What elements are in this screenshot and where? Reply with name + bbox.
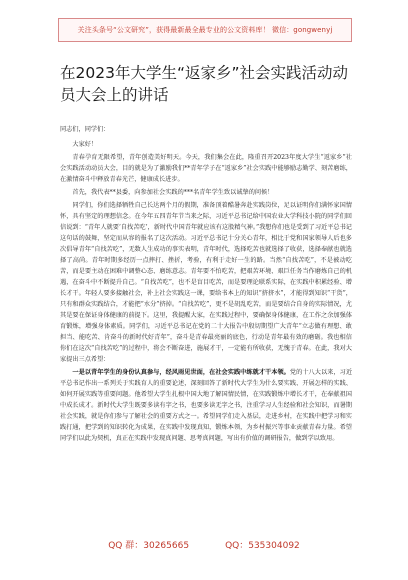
point-one-lead: 一是以青年学生的身份认真参与，经风雨见世面，在社会实践中练就才干本领。 xyxy=(72,369,290,376)
qq-group: QQ 群：30265665 xyxy=(108,541,190,551)
paragraph: 首先，我代表**县委，向参加社会实践的***名青年学生致以诚挚的问候！ xyxy=(72,189,274,196)
paragraph: 青春孕育无限希望，青年创造美好明天。今天，我们集会在此，隆重召开2023年度大学生“返家乡”社会实践活动动员大会，目的就是为了激励我们**青年学子在“返家乡”社会实践中能够励志勤学、刻苦磨练，在激情奋斗中释放青春光芒，健康成长进步。 xyxy=(60,154,352,183)
salutation: 同志们，同学们： xyxy=(60,126,110,133)
promo-banner-text: 关注头条号“公文研究”，获得最新最全最专业的公文资料库！ 微信：gongwenyj xyxy=(77,26,333,34)
point-one-paragraph xyxy=(60,367,352,444)
qq-contact: QQ：535304092 xyxy=(225,541,300,551)
promo-banner xyxy=(58,18,352,42)
point-one-body: 党的十八大以来，习近平总书记作出一系列关于实践育人的重要论述，深刻回答了新时代大学生为什么要实践、开展怎样的实践、如何开展实践等重要问题。他希望大学生扎根中国大地了解国情民情，在实践锻炼中增长才干，在奉献祖国中成长成才。新时代大学生既要多读有字之书，也要多读无字之书，注重学习人生经验和社会知识，而暑期社会实践，就是你们参与了解社会的重要方式之一。希望同学们走入基层，走进乡村，在实践中把学习和实践打通，把学到的知识转化为成果，在实践中发现真知，锻炼本领，为乡村振兴等事业贡献青春力量。希望同学们以此为契机，真正在实践中发现真问题、思考真问题，写出有价值的调研报告，做到学以致用。 xyxy=(60,369,352,442)
document-body xyxy=(60,124,352,534)
document-title: 在2023年大学生“返家乡”社会实践活动动员大会上的讲话 xyxy=(60,64,349,104)
paragraph: 同学们，你们选择牺牲自己长达两个月的假期，准备顶着酷暑奔赴实践岗位，足以证明你们满怀家国情怀，具有坚定的理想信念。在今年五四青年节当来之际，习近平总书记给中国农业大学科技小院的同学们回信说到：“青年人就要‘自找苦吃’，新时代中国青年就应该有这股精气神。”我想你们也是受到了习近平总书记这句话的鼓舞，坚定而从容的报名了这次活动。习近平总书记十分关心青年，相比于党和国家领导人后也多次倡导青年“自找苦吃”，无数人生成功的事实表明，青年时代，选择吃苦也就选择了收获，选择奉献也就选择了高尚。青年时期多经历一点摔打、挫折，考验，有利于走好一生的路。当然“自找苦吃”，不是被动吃苦，而是要主动在困难中调整心态、磨练意志。青年要不怕吃苦，把艰苦环境、艰巨任务当作磨炼自己的机遇，在奋斗中不断提升自己。“自找苦吃”，也不是盲目吃苦，而是要理论联系实际，在实践中积累经验、增长才干。年轻人要多接触社会，补上社会实践这一课，要给书本上的知识“挤挤水”，才能得到知识“干货”，只有和群众实践结合，才能把“水分”挤掉。“自找苦吃”，更不是胡乱吃苦，而是要结合自身的实际情况，尤其是要在保证身体健康的前提下。这里，我提醒大家，在实践过程中，要确保身体健康，在工作之余加强体育锻炼，增强身体素质。同学们，习近平总书记在党的二十大报告中殷切期望广大青年“立志做有理想、敢担当、能吃苦、肯奋斗的新时代好青年”，奋斗是青春最亮丽的底色，行动是青年最有效的磨砺。我也相信你们在这次“自找苦吃”的过程中，将会不断奋进，施展才干，一定能有所收获，无愧于青春。在此，我对大家提出三点希望： xyxy=(60,202,352,363)
greeting: 大家好！ xyxy=(72,141,98,148)
contact-footer xyxy=(0,538,408,554)
